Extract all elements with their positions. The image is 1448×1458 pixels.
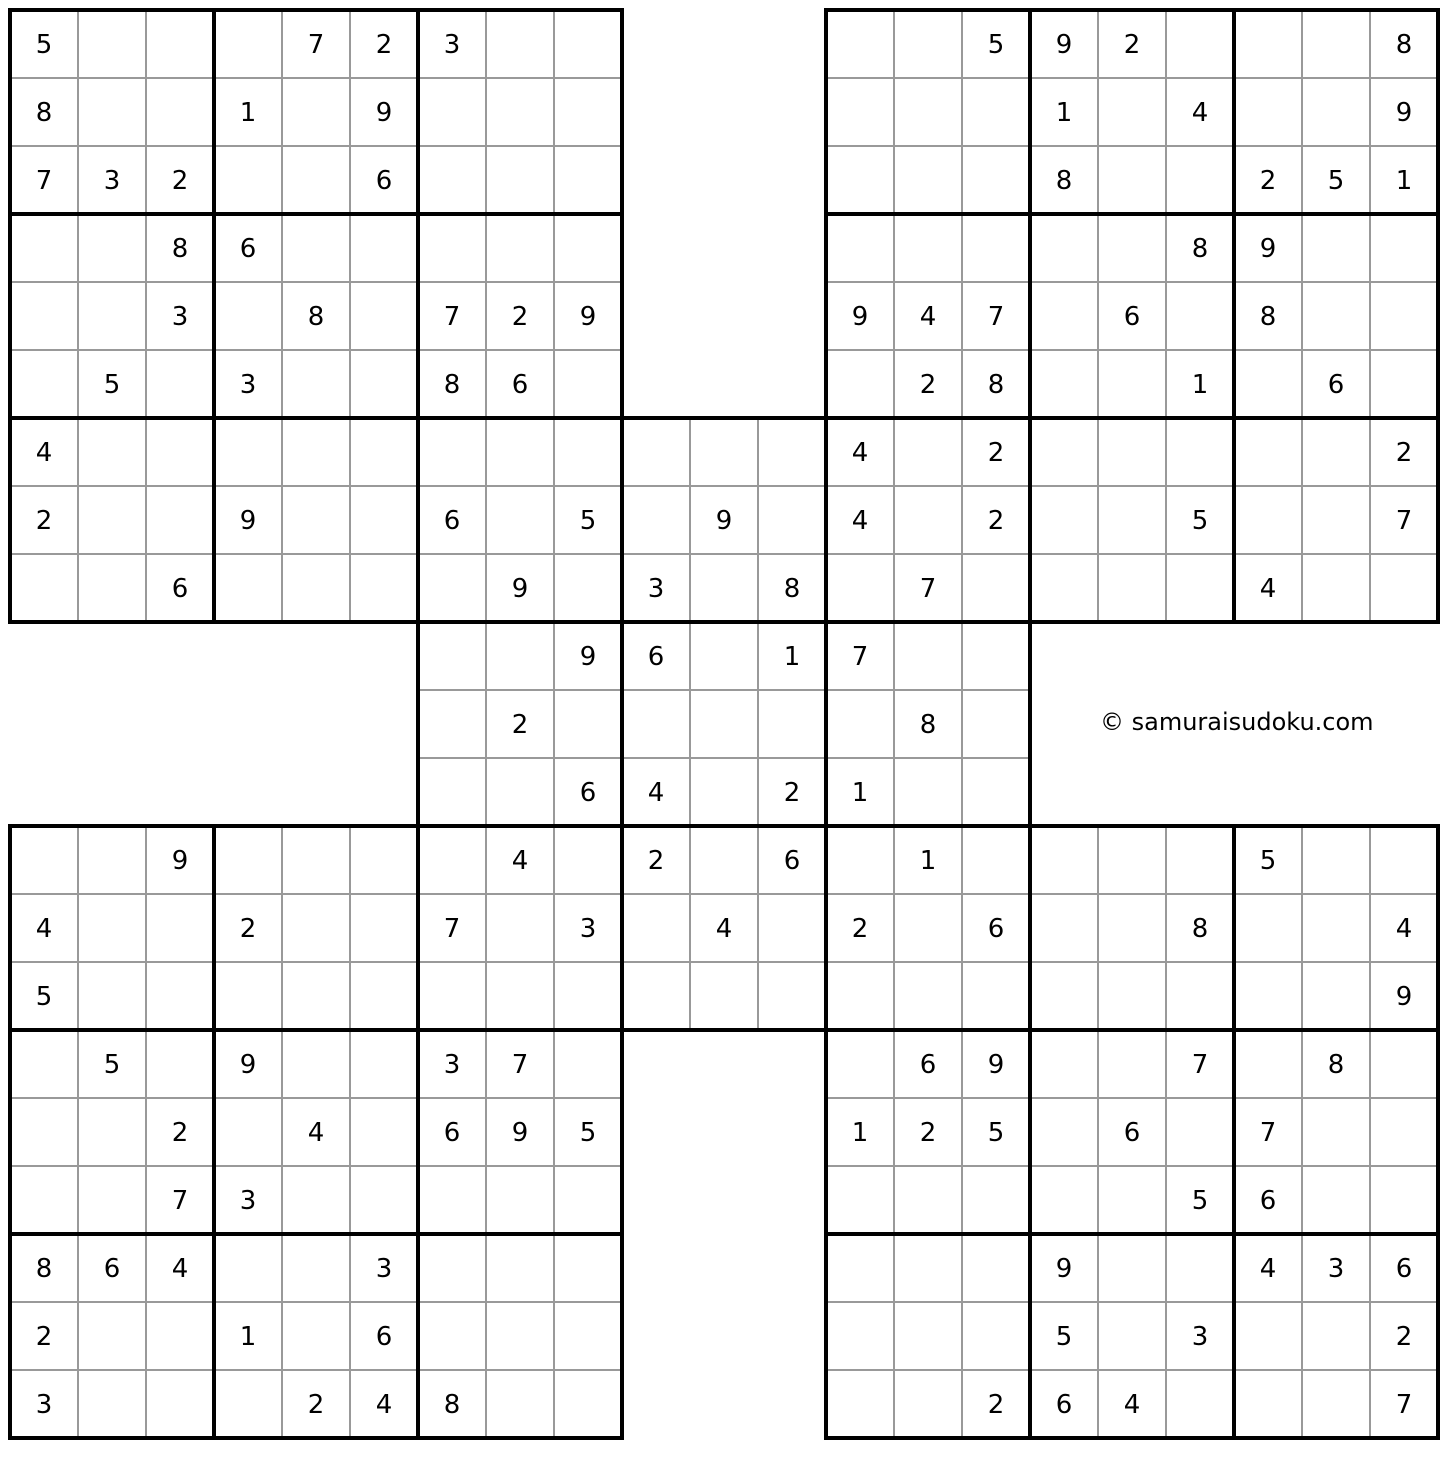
cell-digit: 5: [35, 30, 53, 60]
cell-digit: 8: [1327, 1050, 1345, 1080]
cell-digit: 2: [239, 914, 257, 944]
cell-digit: 3: [239, 1186, 257, 1216]
cell-digit: 4: [35, 914, 53, 944]
cell-digit: 2: [851, 914, 869, 944]
cell-digit: 9: [1395, 98, 1413, 128]
cell-digit: 4: [511, 846, 529, 876]
cell-digit: 6: [1327, 370, 1345, 400]
cell-digit: 9: [1055, 1254, 1073, 1284]
cell-digit: 9: [171, 846, 189, 876]
cell-digit: 9: [987, 1050, 1005, 1080]
cell-digit: 5: [1191, 506, 1209, 536]
cell-digit: 7: [851, 642, 869, 672]
cell-digit: 7: [1191, 1050, 1209, 1080]
cell-digit: 7: [1395, 506, 1413, 536]
cell-digit: 6: [443, 506, 461, 536]
cell-digit: 7: [443, 302, 461, 332]
cell-digit: 2: [171, 166, 189, 196]
cell-digit: 6: [919, 1050, 937, 1080]
cell-digit: 2: [987, 1390, 1005, 1420]
cell-digit: 4: [851, 438, 869, 468]
cell-digit: 2: [511, 710, 529, 740]
cell-digit: 7: [1395, 1390, 1413, 1420]
copyright-notice: © samuraisudoku.com: [1100, 708, 1374, 736]
cell-digit: 9: [239, 506, 257, 536]
cell-digit: 6: [783, 846, 801, 876]
cell-digit: 9: [715, 506, 733, 536]
cell-digit: 8: [919, 710, 937, 740]
cell-digit: 6: [987, 914, 1005, 944]
cell-digit: 1: [919, 846, 937, 876]
cell-digit: 4: [715, 914, 733, 944]
cell-digit: 6: [1259, 1186, 1277, 1216]
cell-digit: 8: [1259, 302, 1277, 332]
cell-digit: 8: [1191, 234, 1209, 264]
cell-digit: 7: [987, 302, 1005, 332]
cell-digit: 9: [239, 1050, 257, 1080]
cell-digit: 2: [783, 778, 801, 808]
cell-digit: 9: [851, 302, 869, 332]
cell-digit: 5: [579, 1118, 597, 1148]
cell-digit: 6: [511, 370, 529, 400]
cell-digit: 2: [1259, 166, 1277, 196]
cell-digit: 3: [443, 30, 461, 60]
cell-digit: 1: [1395, 166, 1413, 196]
cell-digit: 8: [443, 370, 461, 400]
cell-digit: 7: [35, 166, 53, 196]
cell-digit: 6: [1055, 1390, 1073, 1420]
cell-digit: 2: [35, 1322, 53, 1352]
cell-digit: 2: [511, 302, 529, 332]
cell-digit: 2: [919, 1118, 937, 1148]
cell-digit: 1: [851, 778, 869, 808]
cell-digit: 5: [103, 370, 121, 400]
cell-digit: 9: [511, 574, 529, 604]
cell-digit: 3: [171, 302, 189, 332]
cell-digit: 6: [239, 234, 257, 264]
cell-digit: 8: [307, 302, 325, 332]
cell-digit: 3: [1191, 1322, 1209, 1352]
cell-digit: 9: [1259, 234, 1277, 264]
cell-digit: 4: [171, 1254, 189, 1284]
cell-digit: 2: [1395, 1322, 1413, 1352]
cell-digit: 5: [987, 1118, 1005, 1148]
cell-digit: 4: [307, 1118, 325, 1148]
cell-digit: 1: [1191, 370, 1209, 400]
cell-digit: 8: [443, 1390, 461, 1420]
cell-digit: 2: [647, 846, 665, 876]
cell-digit: 4: [1395, 914, 1413, 944]
cell-digit: 4: [647, 778, 665, 808]
cell-digit: 3: [35, 1390, 53, 1420]
cell-digit: 2: [1123, 30, 1141, 60]
cell-digit: 4: [375, 1390, 393, 1420]
cell-digit: 8: [783, 574, 801, 604]
cell-digit: 9: [511, 1118, 529, 1148]
cell-digit: 6: [443, 1118, 461, 1148]
cell-digit: 8: [987, 370, 1005, 400]
cell-digit: 4: [1123, 1390, 1141, 1420]
cell-digit: 1: [1055, 98, 1073, 128]
cell-digit: 9: [579, 642, 597, 672]
cell-digit: 6: [375, 1322, 393, 1352]
cell-digit: 5: [1259, 846, 1277, 876]
cell-digit: 8: [35, 98, 53, 128]
cell-digit: 7: [919, 574, 937, 604]
cell-digit: 5: [987, 30, 1005, 60]
cell-digit: 6: [1123, 302, 1141, 332]
cell-digit: 5: [103, 1050, 121, 1080]
cell-digit: 2: [375, 30, 393, 60]
cell-digit: 2: [307, 1390, 325, 1420]
cell-digit: 7: [1259, 1118, 1277, 1148]
cell-digit: 9: [1055, 30, 1073, 60]
cell-digit: 2: [35, 506, 53, 536]
cell-digit: 2: [987, 506, 1005, 536]
cell-digit: 8: [1395, 30, 1413, 60]
cell-digit: 9: [375, 98, 393, 128]
cell-digit: 6: [375, 166, 393, 196]
cell-digit: 6: [1395, 1254, 1413, 1284]
cell-digit: 1: [783, 642, 801, 672]
cell-digit: 4: [35, 438, 53, 468]
cell-digit: 8: [171, 234, 189, 264]
cell-digit: 2: [1395, 438, 1413, 468]
cell-digit: 1: [239, 98, 257, 128]
cell-digit: 2: [171, 1118, 189, 1148]
cell-digit: 4: [1191, 98, 1209, 128]
cell-digit: 4: [851, 506, 869, 536]
cell-digit: 8: [1055, 166, 1073, 196]
cell-digit: 3: [1327, 1254, 1345, 1284]
cell-digit: 7: [443, 914, 461, 944]
cell-digit: 5: [1191, 1186, 1209, 1216]
cell-digit: 3: [443, 1050, 461, 1080]
cell-digit: 9: [1395, 982, 1413, 1012]
cell-digit: 2: [987, 438, 1005, 468]
cell-digit: 6: [1123, 1118, 1141, 1148]
cell-digit: 6: [579, 778, 597, 808]
cell-digit: 3: [579, 914, 597, 944]
cell-digit: 7: [307, 30, 325, 60]
cell-digit: 6: [103, 1254, 121, 1284]
cell-digit: 7: [171, 1186, 189, 1216]
cell-digit: 1: [851, 1118, 869, 1148]
cell-digit: 9: [579, 302, 597, 332]
cell-digit: 3: [375, 1254, 393, 1284]
cell-digit: 6: [171, 574, 189, 604]
cell-digit: 8: [35, 1254, 53, 1284]
cell-digit: 7: [511, 1050, 529, 1080]
cell-digit: 4: [1259, 574, 1277, 604]
cell-digit: 5: [1327, 166, 1345, 196]
cell-digit: 6: [647, 642, 665, 672]
cell-digit: 3: [103, 166, 121, 196]
cell-digit: 1: [239, 1322, 257, 1352]
cell-digit: 4: [919, 302, 937, 332]
cell-digit: 3: [239, 370, 257, 400]
cell-digit: 5: [579, 506, 597, 536]
cell-digit: 2: [919, 370, 937, 400]
cell-digit: 4: [1259, 1254, 1277, 1284]
cell-digit: 8: [1191, 914, 1209, 944]
cell-digit: 5: [35, 982, 53, 1012]
cell-digit: 5: [1055, 1322, 1073, 1352]
cell-digit: 3: [647, 574, 665, 604]
